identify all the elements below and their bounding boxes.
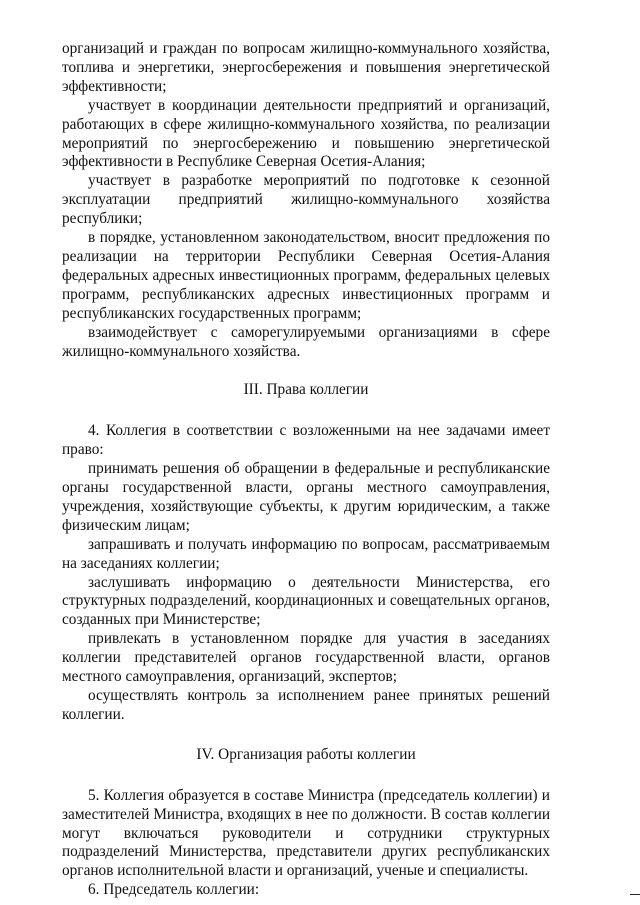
- paragraph-control: осуществлять контроль за исполнением ранее принятых решений коллегии.: [62, 687, 550, 723]
- paragraph-self-regulatory: взаимодействует с саморегулируемыми организациями в сфере жилищно-коммунального хозяйства.: [62, 323, 550, 360]
- paragraph-decisions: принимать решения об обращении в федеральные и республиканские органы государственной власти, органы местного самоуправления, учреждения, хозяйствующие субъекты, к другим юридическим, а также физическим лицам;: [62, 460, 550, 534]
- paragraph-investment-programs: в порядке, установленном законодательством, вносит предложения по реализации на территории Республики Северная Осетия-Алания федеральных адресных инвестиционных программ, федеральных целевых программ, республиканских адресных инвестиционных программ и республиканских государственных программ;: [62, 229, 550, 322]
- paragraph-item-4: 4. Коллегия в соответствии с возложенными на нее задачами имеет право:: [62, 422, 550, 459]
- paragraph-involve: привлекать в установленном порядке для участия в заседаниях коллегии представителей органов государственной власти, органов местного самоуправления, организаций, экспертов;: [62, 630, 550, 686]
- section-heading-organization: IV. Организация работы коллегии: [196, 745, 416, 763]
- paragraph-item-5: 5. Коллегия образуется в составе Министра (председатель коллегии) и заместителей Министра, входящих в нее по должности. В состав коллегии могут включаться руководители и сотрудники структурных подразделений Министерства, представители других республиканских органов исполнительной власти и организаций, ученые и специалисты.: [62, 786, 550, 880]
- paragraph-item-6: 6. Председатель коллегии:: [88, 881, 260, 899]
- section-heading-rights: III. Права коллегии: [243, 381, 369, 399]
- paragraph-coordination: участвует в координации деятельности предприятий и организаций, работающих в сфере жилищно-коммунального хозяйства, по реализации мероприятий по энергосбережению и повышению энергетической эффективности в Республике Северная Осетия-Алания;: [62, 96, 550, 171]
- document-body: [62, 40, 550, 900]
- paragraph-request-info: запрашивать и получать информацию по вопросам, рассматриваемым на заседаниях коллегии;: [62, 535, 550, 572]
- paragraph-hear-info: заслушивать информацию о деятельности Министерства, его структурных подразделений, координационных и совещательных органов, созданных при Министерстве;: [62, 573, 550, 629]
- scan-edge-mark: [630, 894, 640, 895]
- paragraph-seasonal-preparation: участвует в разработке мероприятий по подготовке к сезонной эксплуатации предприятий жилищно-коммунального хозяйства республики;: [62, 172, 550, 228]
- paragraph-continuation: организаций и граждан по вопросам жилищно-коммунального хозяйства, топлива и энергетики, энергосбережения и повышения энергетической эффективности;: [62, 40, 550, 95]
